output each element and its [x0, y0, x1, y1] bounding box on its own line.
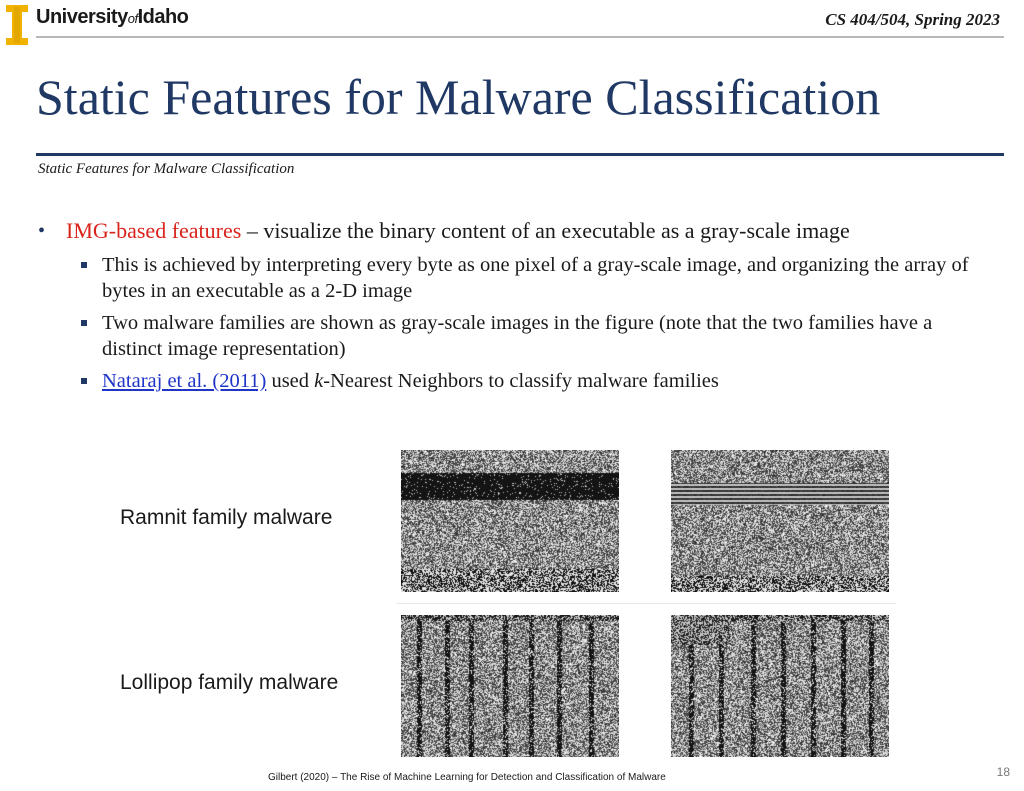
- bullet-img-features: [36, 216, 996, 246]
- ramnit-image-1: [401, 450, 619, 592]
- title-divider: [36, 153, 1004, 156]
- university-logo-icon: [6, 5, 28, 45]
- square-bullet-icon: [81, 262, 87, 268]
- page-number: 18: [996, 765, 1010, 779]
- bullet-text: – visualize the binary content of an executable as a gray-scale image: [241, 218, 850, 243]
- university-logo-text: UniversityofIdaho: [36, 6, 189, 28]
- bullet-list: [36, 216, 996, 394]
- square-bullet-icon: [81, 378, 87, 384]
- sub-bullet-text: This is achieved by interpreting every byte as one pixel of a gray-scale image, and organizing the array of bytes in an executable as a 2-D image: [102, 254, 969, 302]
- ramnit-image-2: [671, 450, 889, 592]
- course-name: CS 404/504, Spring 2023: [825, 10, 1000, 29]
- lollipop-label: Lollipop family malware: [120, 671, 339, 694]
- figure-divider: [396, 603, 896, 604]
- square-bullet-icon: [81, 320, 87, 326]
- bullet-dot-icon: •: [38, 220, 46, 242]
- sub-bullet-text: used: [266, 370, 315, 392]
- slide-subtitle: Static Features for Malware Classification: [38, 161, 295, 177]
- sub-bullet-text: Two malware families are shown as gray-scale images in the figure (note that the two families have a distinct image representation): [102, 312, 933, 360]
- header-divider: [36, 36, 1004, 38]
- sub-bullet-text: -Nearest Neighbors to classify malware families: [323, 370, 719, 392]
- k-italic: k: [314, 370, 324, 392]
- nataraj-link[interactable]: Nataraj et al. (2011): [102, 370, 267, 392]
- slide-title: Static Features for Malware Classification: [36, 69, 881, 125]
- sub-bullet-families: [36, 310, 996, 362]
- sub-bullet-interpretation: [36, 252, 996, 304]
- ramnit-label: Ramnit family malware: [120, 506, 333, 529]
- bullet-highlight: IMG-based features: [66, 218, 242, 243]
- lollipop-image-2: [671, 615, 889, 757]
- citation: Gilbert (2020) – The Rise of Machine Learning for Detection and Classification of Malware: [268, 772, 666, 783]
- sub-bullet-knn: [36, 368, 996, 394]
- lollipop-image-1: [401, 615, 619, 757]
